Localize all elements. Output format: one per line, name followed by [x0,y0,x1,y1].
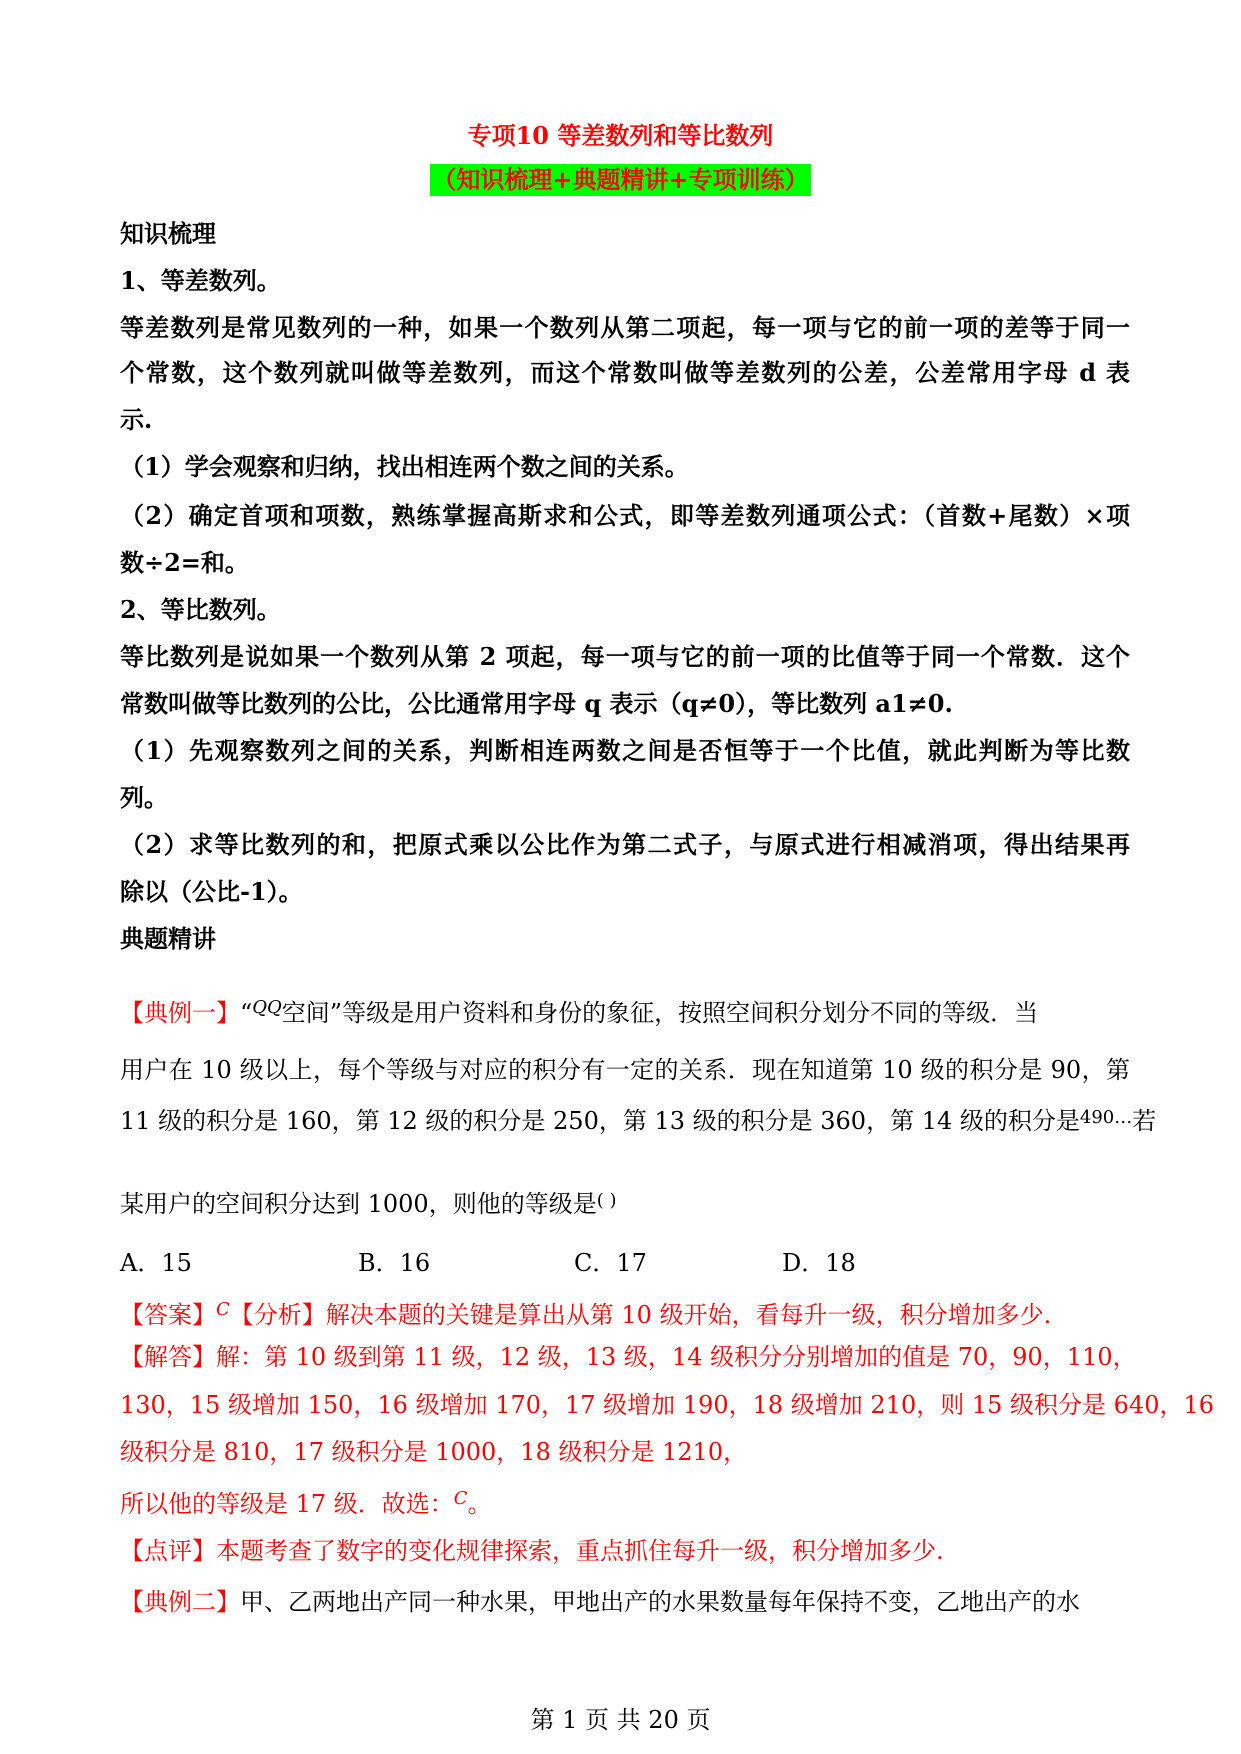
example2-line-1 [120,1584,1130,1620]
comment-line [120,1533,1130,1569]
section2-item-1-line: （1）先观察数列之间的关系，判断相连两数之间是否恒等于一个比值，就此判断为等比数 [120,736,1130,765]
subtitle-wrapper [0,164,1241,196]
examples-heading: 典题精讲 [120,924,216,953]
example2-text: 甲、乙两地出产同一种水果，甲地出产的水果数量每年保持不变，乙地出产的水 [240,1588,1080,1616]
section2-paragraph-line: 等比数列是说如果一个数列从第 2 项起，每一项与它的前一项的比值等于同一个常数．这个 [120,642,1130,671]
analysis-tag: 【分析】 [229,1301,326,1329]
section1-item-1: （1）学会观察和归纳，找出相连两个数之间的关系。 [120,452,689,481]
knowledge-heading: 知识梳理 [120,219,216,248]
solution-text: 解：第 10 级到第 11 级，12 级，13 级，14 级积分分别增加的值是 70，90，110， [216,1343,1137,1371]
qq-formula: QQ [252,997,282,1018]
example1-line-2: 用户在 10 级以上，每个等级与对应的积分有一定的关系．现在知道第 10 级的积分是 90，第 [120,1056,1130,1084]
comment-tag: 【点评】 [120,1537,216,1565]
option-a: A．15 [120,1249,192,1277]
comment-text: 本题考查了数字的变化规律探索，重点抓住每升一级，积分增加多少. [216,1537,944,1565]
document-subtitle: （知识梳理+典题精讲+专项训练） [432,165,809,194]
section1-item-2-line: 数÷2=和。 [120,548,249,577]
example1-options [120,1245,1130,1281]
formula-490: 490… [1079,1107,1133,1128]
option-d: D．18 [782,1249,856,1277]
section1-heading: 1、等差数列。 [120,266,281,295]
section2-paragraph-line: 常数叫做等比数列的公比，公比通常用字母 q 表示（q≠0），等比数列 a1≠0. [120,689,953,718]
section2-item-2-line: 除以（公比-1）。 [120,877,303,906]
page-footer: 第 1 页 共 20 页 [530,1706,711,1734]
quote-open: “ [240,999,253,1027]
section1-item-2-line: （2）确定首项和项数，熟练掌握高斯求和公式，即等差数列通项公式：（首数+尾数）×项 [120,501,1130,530]
solution-line-2: 130，15 级增加 150，16 级增加 170，17 级增加 190，18 级增加 210，则 15 级积分是 640，16 [120,1391,1215,1419]
answer-blank: ( ) [596,1190,617,1211]
answer-tag: 【答案】 [120,1301,216,1329]
section1-paragraph-line: 等差数列是常见数列的一种，如果一个数列从第二项起，每一项与它的前一项的差等于同一 [120,313,1130,342]
answer-analysis-line [120,1292,1130,1333]
section2-item-2-line: （2）求等比数列的和，把原式乘以公比作为第二式子，与原式进行相减消项，得出结果再 [120,830,1130,859]
example1-text: 11 级的积分是 160，第 12 级的积分是 250，第 13 级的积分是 360，第 14 级的积分是 [120,1107,1080,1135]
example1-text: 某用户的空间积分达到 1000，则他的等级是 [120,1190,597,1218]
example1-tag: 【典例一】 [120,999,240,1027]
section1-paragraph-line: 示. [120,405,153,434]
example2-tag: 【典例二】 [120,1588,240,1616]
example1-line-3 [120,1100,1157,1139]
solution-line-1 [120,1339,1137,1375]
answer-letter: C [216,1299,230,1320]
solution-letter: C [453,1488,468,1509]
option-c: C．17 [574,1249,647,1277]
example1-line-1 [120,990,1130,1031]
solution-line-3: 级积分是 810，17 级积分是 1000，18 级积分是 1210， [120,1438,748,1466]
solution-text: 所以他的等级是 17 级．故选： [120,1490,454,1518]
analysis-text: 解决本题的关键是算出从第 10 级开始，看每升一级，积分增加多少. [325,1301,1052,1329]
solution-text: 。 [467,1490,492,1518]
example1-text: 若 [1132,1107,1157,1135]
option-b: B．16 [358,1249,431,1277]
section1-paragraph-line: 个常数，这个数列就叫做等差数列，而这个常数叫做等差数列的公差，公差常用字母 d 表 [120,358,1130,387]
solution-tag: 【解答】 [120,1343,216,1371]
solution-line-4 [120,1481,1130,1522]
example1-text: 空间”等级是用户资料和身份的象征，按照空间积分划分不同的等级．当 [281,999,1039,1027]
section2-heading: 2、等比数列。 [120,595,281,624]
example1-line-4 [120,1183,1130,1222]
document-title: 专项10 等差数列和等比数列 [467,121,774,150]
section2-item-1-line: 列。 [120,783,168,812]
